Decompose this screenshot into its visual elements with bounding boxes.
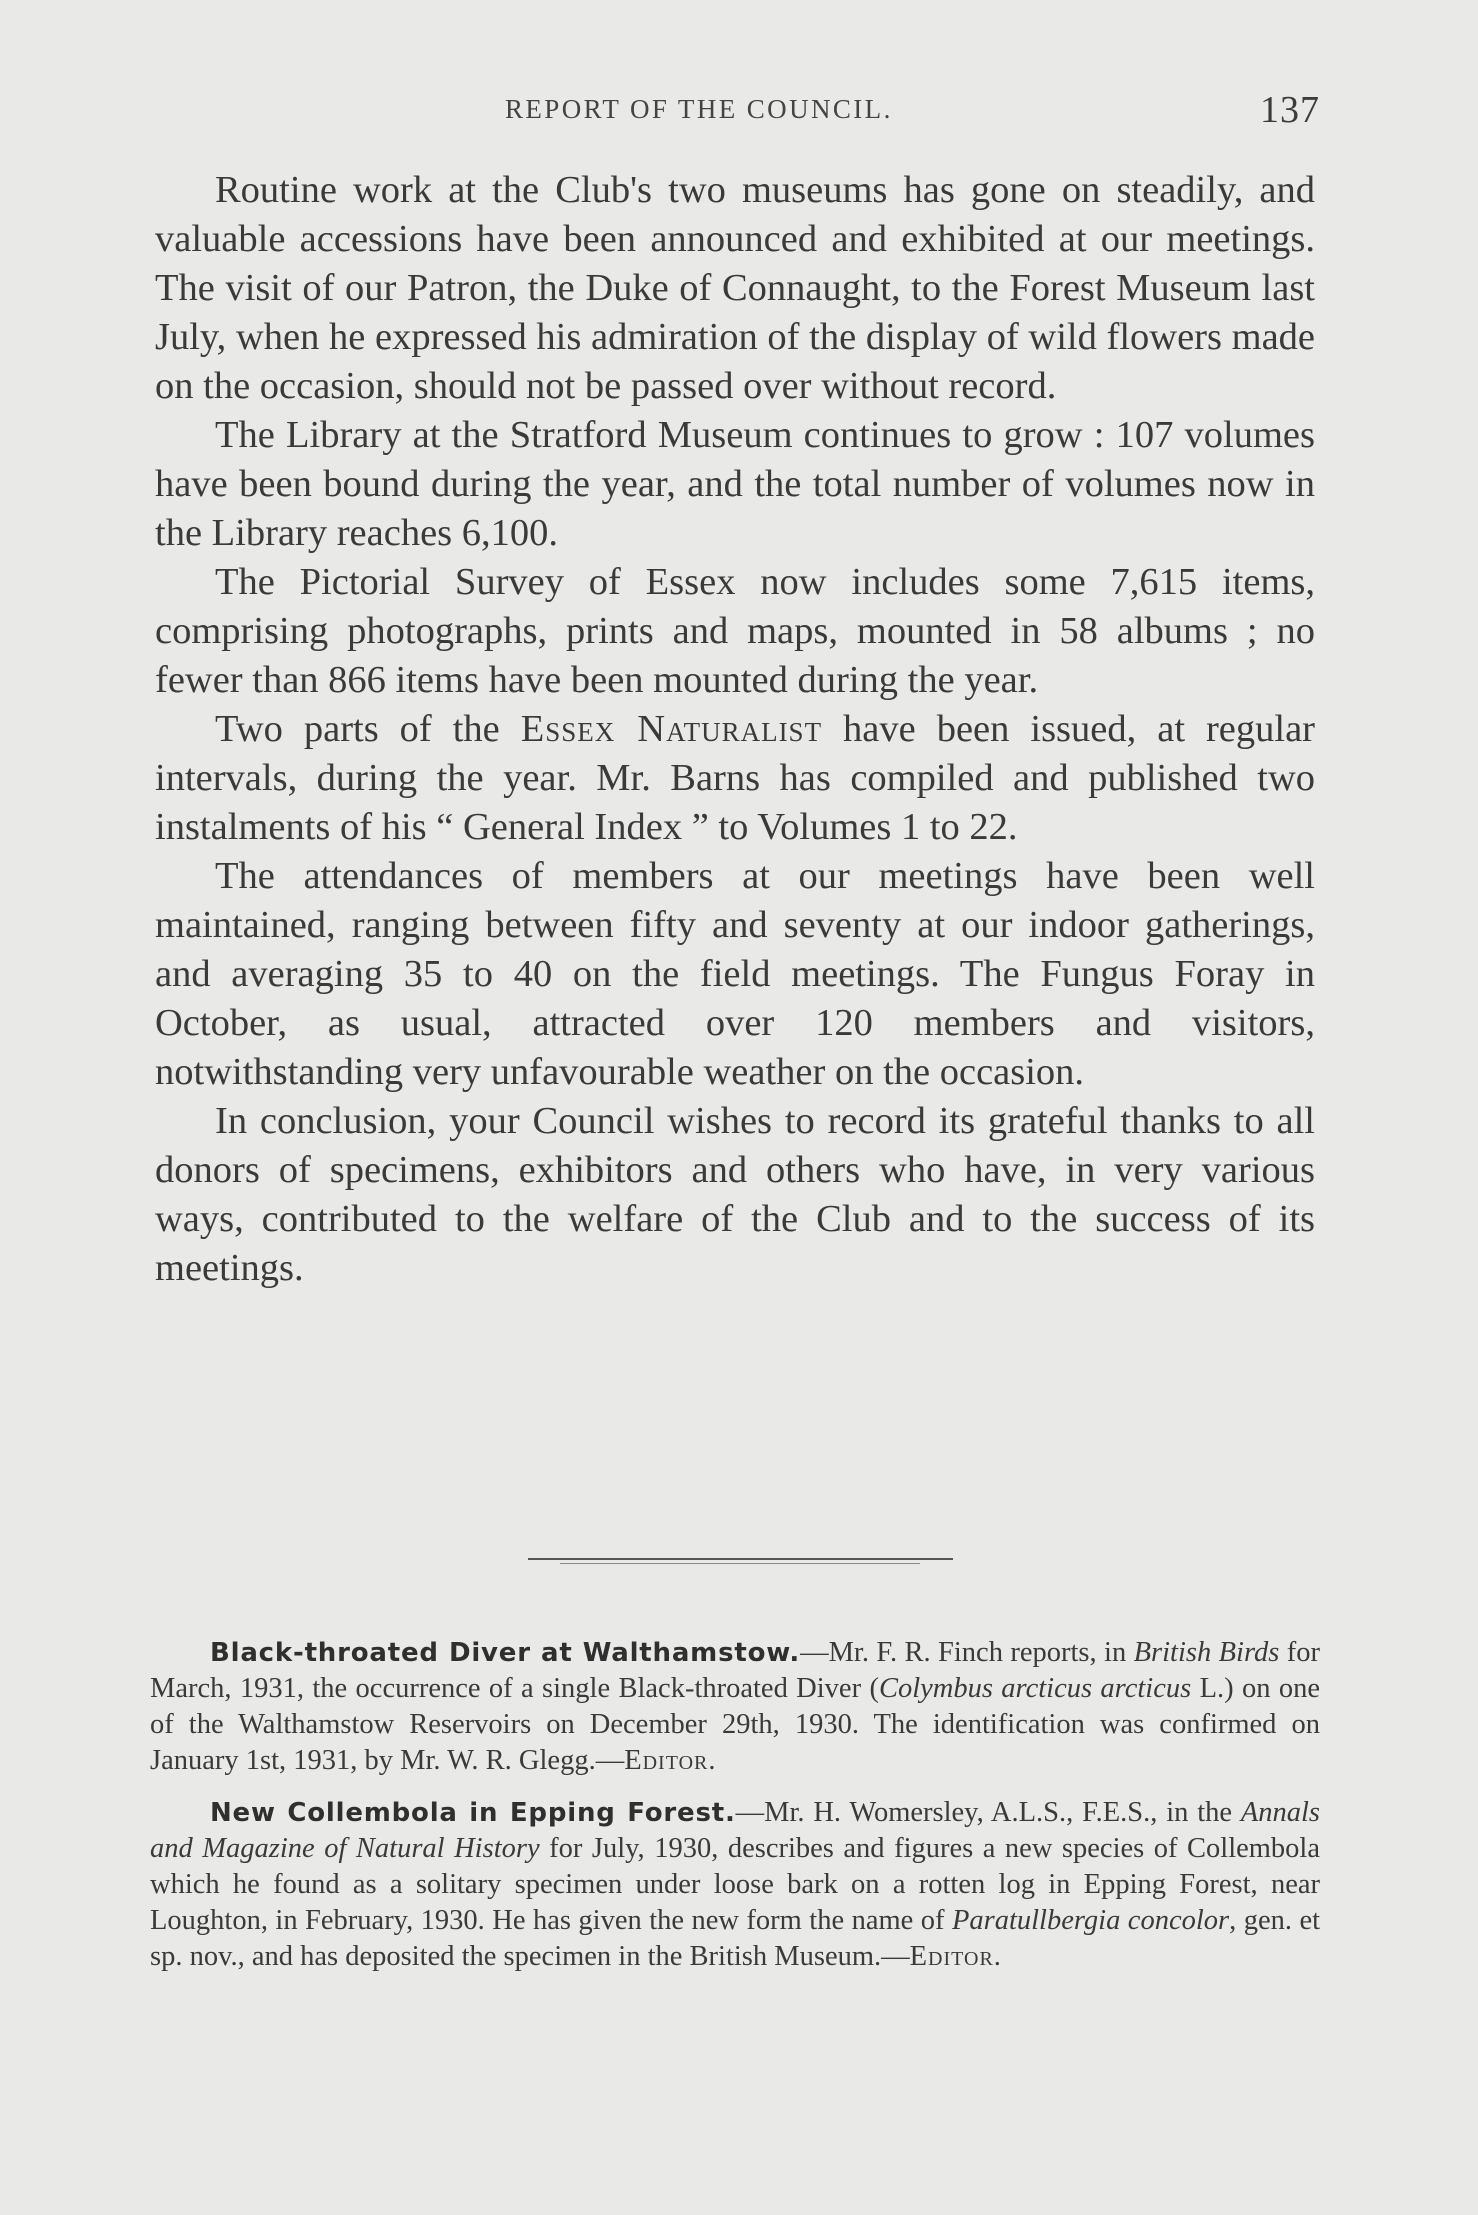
paragraph-conclusion: In conclusion, your Council wishes to record its grateful thanks to all donors of specimens, exhibitors and others who have, in very various ways, contributed to the welfare of the Club and to the success of its meetings. <box>155 1100 1315 1289</box>
species-name: Paratullbergia concolor <box>951 1905 1230 1936</box>
running-title: REPORT OF THE COUNCIL. <box>505 94 893 124</box>
note-new-collembola <box>150 1795 1320 1975</box>
note-text: L.) on one of the Walthamstow Reservoirs on December 29th, 1930. The identification was confirmed on January 1st, 1931, by Mr. W. R. Glegg.— <box>150 1673 1320 1776</box>
note-journal: Annals and Magazine of Natural History <box>150 1797 1320 1864</box>
journal-title: Essex Naturalist <box>520 708 823 750</box>
notes-section <box>150 1635 1320 1991</box>
note-text: for July, 1930, describes and figures a new species of Collembola which he found as a solitary specimen under loose bark on a rotten log in Epping Forest, near Loughton, in February, 1930. He has given the new form the name of <box>150 1833 1320 1936</box>
paragraph-museums: Routine work at the Club's two museums has gone on steadily, and valuable accessions have been announced and exhibited at our meetings. The visit of our Patron, the Duke of Connaught, to the Forest Museum last July, when he expressed his admiration of the display of wild flowers made on the occasion, should not be passed over without record. <box>155 169 1315 407</box>
paragraph-attendances: The attendances of members at our meetings have been well maintained, ranging between fifty and seventy at our indoor gatherings, and averaging 35 to 40 on the field meetings. The Fungus Foray in October, as usual, attracted over 120 members and visitors, notwithstanding very unfavourable weather on the occasion. <box>155 855 1315 1093</box>
section-divider <box>528 1558 953 1560</box>
note-end: . <box>708 1745 716 1776</box>
section-divider-thin <box>560 1563 920 1564</box>
note-text: for March, 1931, the occurrence of a single Black-throated Diver ( <box>150 1637 1320 1704</box>
note-black-throated-diver <box>150 1635 1320 1779</box>
p4-after: have been issued, at regular intervals, during the year. Mr. Barns has compiled and published two instalments of his “ General Index ” to Volumes 1 to 22. <box>155 708 1316 848</box>
note-journal: British Birds <box>1133 1637 1280 1668</box>
species-name: Colymbus arcticus arcticus <box>878 1673 1192 1704</box>
paragraph-essex-naturalist <box>155 705 1315 852</box>
report-body <box>155 166 1315 1293</box>
paragraph-library: The Library at the Stratford Museum continues to grow : 107 volumes have been bound during the year, and the total number of volumes now in the Library reaches 6,100. <box>155 414 1315 554</box>
note-text: —Mr. H. Womersley, A.L.S., F.E.S., in the <box>735 1797 1241 1828</box>
page-number: 137 <box>1260 89 1320 131</box>
p4-before: Two parts of the <box>215 708 521 750</box>
note-heading: Black-throated Diver at Walthamstow. <box>210 1638 801 1668</box>
editor-signature: Editor <box>624 1745 709 1776</box>
paragraph-pictorial-survey: The Pictorial Survey of Essex now includes some 7,615 items, comprising photographs, prints and maps, mounted in 58 albums ; no fewer than 866 items have been mounted during the year. <box>155 561 1315 701</box>
note-heading: New Collembola in Epping Forest. <box>210 1798 736 1828</box>
editor-signature: Editor <box>909 1941 994 1972</box>
running-head <box>150 88 1320 136</box>
note-end: . <box>993 1941 1001 1972</box>
note-text: , gen. et sp. nov., and has deposited the specimen in the British Museum.— <box>150 1905 1321 1972</box>
note-text: —Mr. F. R. Finch reports, in <box>800 1637 1134 1668</box>
